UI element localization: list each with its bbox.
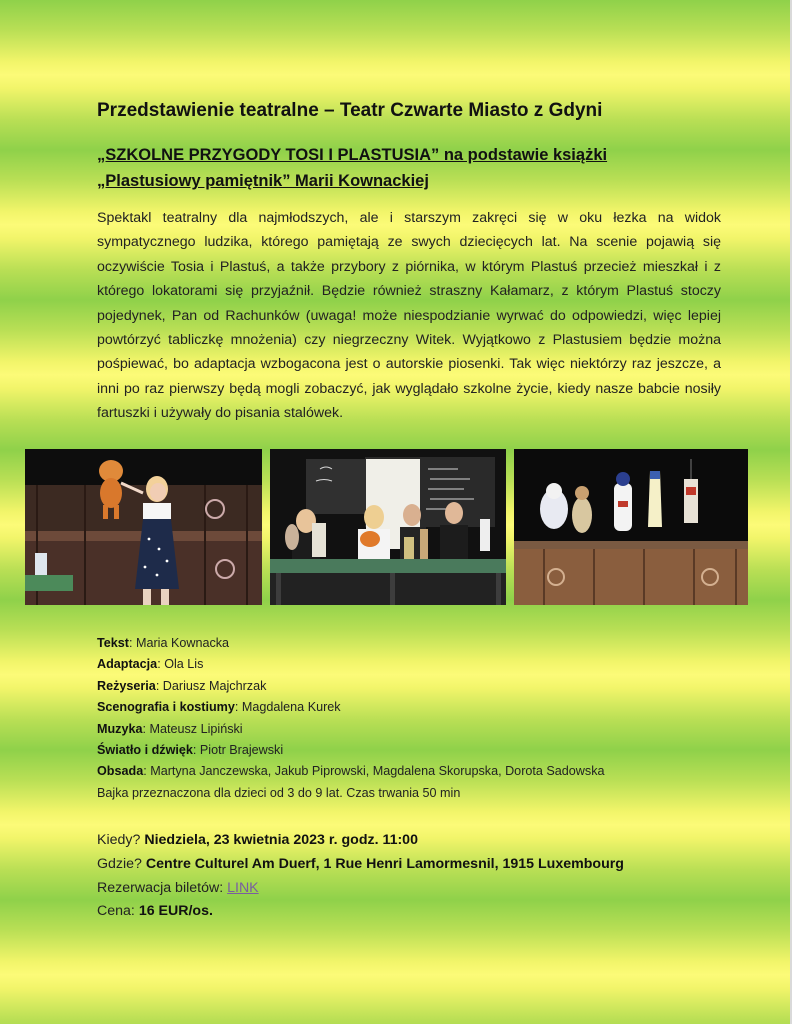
audience-note: Bajka przeznaczona dla dzieci od 3 do 9 lat. Czas trwania 50 min <box>97 785 461 800</box>
credit-label: Scenografia i kostiumy <box>97 700 235 715</box>
credit-value: : Mateusz Lipiński <box>142 721 243 736</box>
photo-puppet-show <box>514 449 748 605</box>
photo-actress-with-puppet <box>25 449 262 605</box>
credit-cast <box>97 761 605 782</box>
photo-cast-with-puppets <box>270 449 506 605</box>
credit-adaptation <box>97 654 605 675</box>
event-price-value: 16 EUR/os. <box>138 903 213 920</box>
credit-label: Reżyseria <box>97 678 156 693</box>
event-date <box>97 829 624 853</box>
play-description: Spektakl teatralny dla najmłodszych, ale i starszym zakręci się w oku łezka na widok sympatycznego ludzika, którego pamiętają ze swych dziecięcych lat. Na scenie pojawią się oczywiście Tosia i Plastuś, a także przybory z piórnika, w którym Plastuś przecież mieszkał i z którego lokatorami się przyjaźnił. Będzie również straszny Kałamarz, z którym Plastuś stoczy pojedynek, Pan od Rachunków (uwaga! może niespodzianie wyrwać do odpowiedzi, więc lepiej powtórzyć tabliczkę mnożenia) czy niegrzeczny Witek. Wyjątkowo z Plastusiem będzie można pośpiewać, bo adaptacja wzbogacona jest o autorskie piosenki. Tak więc niektórzy raz jeszcze, a inni po raz pierwszy będą mogli zobaczyć, jak wyglądało szkolne życie, kiedy nasze babcie nosiły fartuszki i używały do pisania stalówek. <box>97 210 721 422</box>
credits-list <box>97 633 605 804</box>
play-title <box>97 142 607 194</box>
event-price-label: Cena: <box>97 903 139 920</box>
play-title-line-1: „SZKOLNE PRZYGODY TOSI I PLASTUSIA” na podstawie książki <box>97 146 608 164</box>
event-venue-value: Centre Culturel Am Duerf, 1 Rue Henri Lamormesnil, 1915 Luxembourg <box>145 855 624 872</box>
credit-value: : Dariusz Majchrzak <box>155 678 267 693</box>
event-price <box>97 900 624 924</box>
credit-value: : Ola Lis <box>157 657 204 672</box>
event-details <box>97 829 624 924</box>
event-date-label: Kiedy? <box>97 832 145 848</box>
credit-music <box>97 719 605 740</box>
credit-label: Muzyka <box>97 721 143 736</box>
credit-value: : Magdalena Kurek <box>234 700 341 715</box>
credit-text <box>97 633 605 654</box>
credit-direction <box>97 676 605 697</box>
credit-value: : Maria Kownacka <box>128 636 230 650</box>
credit-label: Światło i dźwięk <box>97 743 193 758</box>
event-venue-label: Gdzie? <box>97 855 146 872</box>
credit-label: Adaptacja <box>97 657 158 672</box>
credit-scenography <box>97 697 605 718</box>
event-booking <box>97 877 624 901</box>
poster-title: Przedstawienie teatralne – Teatr Czwarte Miasto z Gdyni <box>97 100 603 121</box>
credit-label: Obsada <box>97 764 144 779</box>
credit-value: : Piotr Brajewski <box>192 743 284 758</box>
event-booking-label: Rezerwacja biletów: <box>97 879 228 896</box>
play-title-line-2: „Plastusiowy pamiętnik” Marii Kownackiej <box>97 172 429 190</box>
event-date-value: Niedziela, 23 kwietnia 2023 r. godz. 11:00 <box>144 832 418 848</box>
booking-link[interactable]: LINK <box>227 879 259 896</box>
credit-value: : Martyna Janczewska, Jakub Piprowski, Magdalena Skorupska, Dorota Sadowska <box>143 764 605 779</box>
event-venue <box>97 853 624 877</box>
credit-label: Tekst <box>97 636 129 650</box>
credit-light-sound <box>97 740 605 761</box>
